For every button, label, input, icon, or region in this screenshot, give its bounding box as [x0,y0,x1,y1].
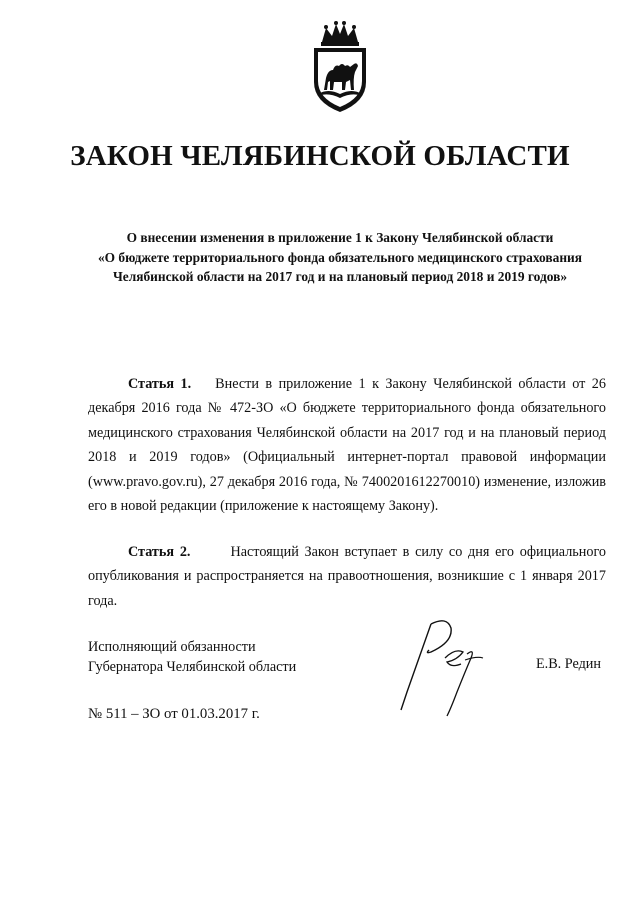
article-1-text: Внести в приложение 1 к Закону Челябинской области от 26 декабря 2016 года № 472-ЗО «О бюджете территориального фонда обязательного медицинского страхования Челябинской области на 2017 год и на плановый период 2018 и 2019 годов» (Официальный интернет-портал правовой информации (www.pravo.gov.ru), 27 декабря 2016 года, № 7400201612270010) изменение, изложив его в новой редакции (приложение к настоящему Закону). [88,376,606,515]
subtitle-line: Челябинской области на 2017 год и на плановый период 2018 и 2019 годов» [112,269,568,284]
official-title-line: Губернатора Челябинской области [88,659,297,675]
coat-of-arms-emblem [300,20,380,115]
article-2-heading: Статья 2. [128,544,191,560]
subtitle-line: О внесении изменения в приложение 1 к Закону Челябинской области [126,230,554,245]
law-subtitle [70,228,610,287]
article-2-text: Настоящий Закон вступает в силу со дня его официального опубликования и распространяется на правоотношения, возникшие с 1 января 2017 года. [88,544,607,609]
article-1 [88,372,606,518]
official-title-line: Исполняющий обязанности [88,639,256,655]
document-title: ЗАКОН ЧЕЛЯБИНСКОЙ ОБЛАСТИ [70,140,570,172]
law-number-date: № 511 – ЗО от 01.03.2017 г. [88,706,260,722]
article-2 [88,540,606,613]
signatory-name: Е.В. Редин [536,656,601,672]
article-1-heading: Статья 1. [128,376,192,392]
subtitle-line: «О бюджете территориального фонда обязательного медицинского страхования [97,249,583,265]
handwritten-signature [385,612,495,722]
official-title [88,637,296,677]
